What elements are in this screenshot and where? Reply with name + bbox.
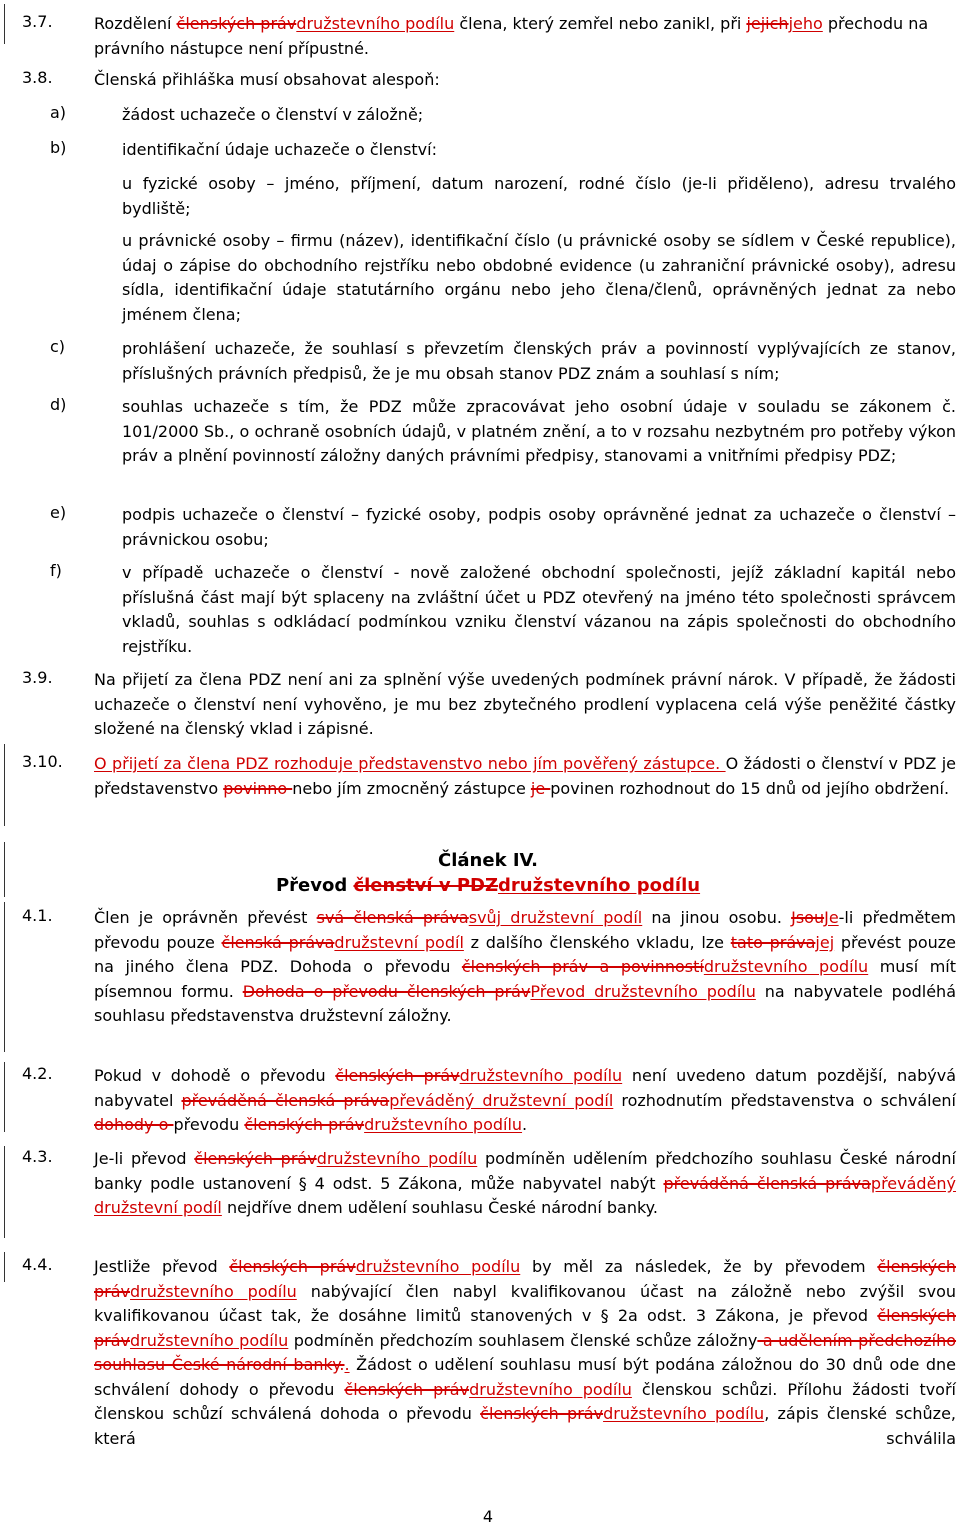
article-title: Článek IV. [438,850,538,871]
paragraph-number: 3.8. [22,68,53,87]
paragraph-text: Členská přihláška musí obsahovat alespoň: [94,70,440,89]
list-label: e) [50,503,67,522]
list-text: u právnické osoby – firmu (název), identifikační číslo (u právnické osoby se sídlem v České republice), údaj o zápise do obchodního rejstříku nebo obdobné evidence (u zahraniční právnické osoby), adresu sídla, identifikační údaje statutárního orgánu nebo jeho člena/členů, oprávněných jednat za nebo jménem člena; [122,231,956,324]
paragraph-number: 4.4. [22,1255,53,1274]
paragraph-number: 4.3. [22,1147,53,1166]
list-label: d) [50,395,67,414]
change-bar [4,1252,5,1282]
paragraph-text: Jestliže převod členských právdružstevního podílu by měl za následek, že by převodem členských právdružstevního podílu nabývající člen nabyl kvalifikovanou účast na záložně nebo zvýšil svou kvalifikovanou účast tak, že dosáhne limitů stanovených v § 2a odst. 3 Zákona, je převod členských právdružstevního podílu podmíněn předchozím souhlasem členské schůze záložny a udělením předchozího souhlasu České národní banky.. Žádost o udělení souhlasu musí být podána záložnou do 30 dnů ode dne schválení dohody o převodu členských právdružstevního podílu členskou schůzi. Přílohu žádosti tvoří členskou schůzí schválená dohoda o převodu členských právdružstevního podílu, zápis členské schůze, která schválila [94,1257,957,1448]
change-bar [4,4,5,44]
paragraph-number: 4.1. [22,906,53,925]
list-label: f) [50,561,62,580]
paragraph-number: 3.9. [22,668,53,687]
list-text: podpis uchazeče o členství – fyzické osoby, podpis osoby oprávněné jednat za uchazeče o členství – právnickou osobu; [122,505,956,549]
change-bar [4,1146,5,1238]
article-subtitle: Převod členství v PDZdružstevního podílu [275,875,701,896]
list-text: souhlas uchazeče s tím, že PDZ může zpracovávat jeho osobní údaje v souladu se zákonem č. 101/2000 Sb., o ochraně osobních údajů, v platném znění, a to v rozsahu nezbytném pro potřeby výkon práv a plnění povinností záložny daných právními předpisy, stanovami a vnitřními předpisy PDZ; [122,397,956,465]
paragraph-number: 4.2. [22,1064,53,1083]
change-bar [4,744,5,826]
list-text: identifikační údaje uchazeče o členství: [122,140,437,159]
paragraph-text: Je-li převod členských právdružstevního podílu podmíněn udělením předchozího souhlasu České národní banky podle ustanovení § 4 odst. 5 Zákona, může nabyvatel nabýt převáděná členská právapřeváděný družstevní podíl nejdříve dnem udělení souhlasu České národní banky. [94,1149,957,1217]
change-bar [4,1062,5,1132]
paragraph-number: 3.7. [22,12,53,31]
list-label: c) [50,337,66,356]
list-text: prohlášení uchazeče, že souhlasí s převzetím členských práv a povinností vyplývajících ze stanov, příslušných právních předpisů, že je mu obsah stanov PDZ znám a souhlasí s ním; [122,339,956,383]
paragraph-text: O přijetí za člena PDZ rozhoduje představenstvo nebo jím pověřený zástupce. O žádosti o členství v PDZ je představenstvo povinno nebo jím zmocněný zástupce je povinen rozhodnout do 15 dnů od jejího obdržení. [94,754,956,798]
list-text: u fyzické osoby – jméno, příjmení, datum narození, rodné číslo (je-li přiděleno), adresu trvalého bydliště; [122,174,956,218]
list-text: žádost uchazeče o členství v záložně; [122,105,424,124]
paragraph-text: Člen je oprávněn převést svá členská právasvůj družstevní podíl na jinou osobu. JsouJe-li předmětem převodu pouze členská právadružstevní podíl z dalšího členského vkladu, lze tato právajej převést pouze na jiného člena PDZ. Dohoda o převodu členských práv a povinnostídružstevního podílu musí mít písemnou formu. Dohoda o převodu členských právPřevod družstevního podílu na nabyvatele podléhá souhlasu představenstva družstevní záložny. [94,908,957,1025]
paragraph-text: Rozdělení členských právdružstevního podílu člena, který zemřel nebo zanikl, při jejichjeho přechodu na právního nástupce není přípustné. [94,14,929,58]
paragraph-text: Na přijetí za člena PDZ není ani za splnění výše uvedených podmínek právní nárok. V případě, že žádosti uchazeče o členství není vyhověno, je mu bez zbytečného prodlení vyplacena celá výše peněžité částky složené na členský vklad i zápisné. [94,670,956,738]
paragraph-text: Pokud v dohodě o převodu členských právdružstevního podílu není uvedeno datum pozdější, nabývá nabyvatel převáděná členská právapřeváděný družstevní podíl rozhodnutím představenstva o schválení dohody o převodu členských právdružstevního podílu. [94,1066,957,1134]
change-bar [4,902,5,1052]
list-text: v případě uchazeče o členství - nově založené obchodní společnosti, jejíž základní kapitál nebo příslušná část mají být splaceny na zvláštní účet u PDZ otevřený na jméno této společnosti správcem vkladů, souhlas s odkládací podmínkou vzniku členství vázanou na zápis společnosti do obchodního rejstříku. [122,563,956,656]
list-label: a) [50,103,67,122]
page-number: 4 [482,1507,494,1526]
list-label: b) [50,138,67,157]
paragraph-number: 3.10. [22,752,63,771]
